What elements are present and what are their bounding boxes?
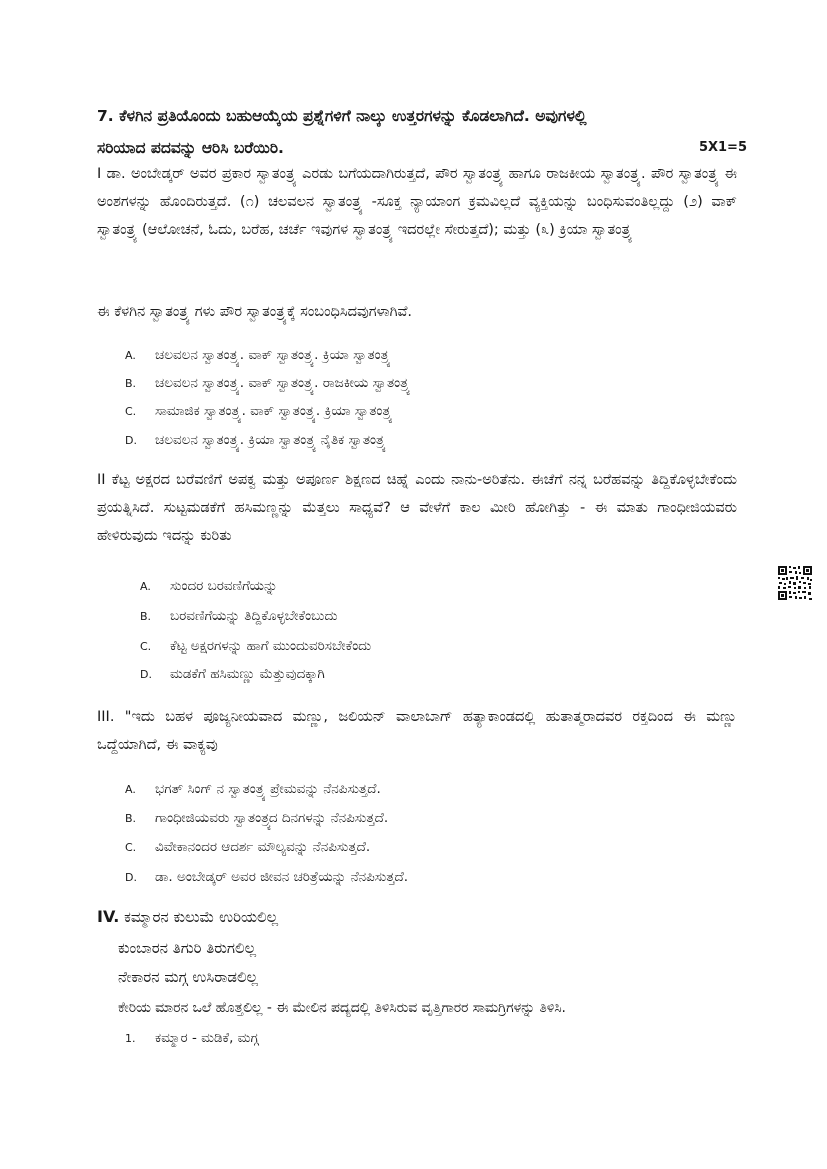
answer-text: ಕಮ್ಮಾರ - ಮಡಿಕೆ, ಮಗ್ಗ — [155, 1030, 259, 1046]
question-i-option-d[interactable] — [125, 430, 386, 451]
question-iii-option-d[interactable] — [125, 867, 408, 888]
option-text: ಸಾಮಾಜಿಕ ಸ್ವಾತಂತ್ರ್ಯ. ವಾಕ್ ಸ್ವಾತಂತ್ರ್ಯ. ಕ್ರಿಯಾ ಸ್ವಾತಂತ್ರ್ಯ — [155, 403, 393, 419]
question-ii-option-d[interactable] — [140, 664, 325, 685]
option-letter: C. — [125, 841, 137, 854]
option-letter: C. — [125, 405, 137, 418]
question-i-prompt: ಈ ಕೆಳಗಿನ ಸ್ವಾತಂತ್ರ್ಯ ಗಳು ಪೌರ ಸ್ವಾತಂತ್ರ್ಯಕ್ಕೆ ಸಂಬಂಧಿಸಿದವುಗಳಾಗಿವೆ. — [97, 304, 413, 320]
option-text: ಮಡಕೆಗೆ ಹಸಿಮಣ್ಣು ಮೆತ್ತುವುದಕ್ಕಾಗಿ — [170, 666, 325, 682]
question-iv-line3: ನೇಕಾರನ ಮಗ್ಗ ಉಸಿರಾಡಲಿಲ್ಲ — [118, 968, 259, 986]
option-letter: B. — [125, 377, 137, 390]
option-text: ವಿವೇಕಾನಂದರ ಆದರ್ಶ ಮೌಲ್ಯವನ್ನು ನೆನಪಿಸುತ್ತದೆ. — [155, 839, 371, 855]
question-7-heading — [97, 100, 747, 164]
qr-code-icon — [777, 565, 813, 601]
question-7-heading-line2: ಸರಿಯಾದ ಪದವನ್ನು ಆರಿಸಿ ಬರೆಯಿರಿ. — [97, 139, 284, 157]
question-iv-answer-1 — [125, 1028, 259, 1049]
question-ii-option-b[interactable] — [140, 606, 338, 627]
question-i-option-c[interactable] — [125, 401, 393, 422]
option-text: ಬರವಣಿಗೆಯನ್ನು ತಿದ್ದಿಕೊಳ್ಳಬೇಕೆಂಬುದು — [170, 608, 338, 624]
option-text: ಚಲವಲನ ಸ್ವಾತಂತ್ರ್ಯ. ವಾಕ್ ಸ್ವಾತಂತ್ರ್ಯ. ರಾಜಕೀಯ ಸ್ವಾತಂತ್ರ್ಯ — [155, 375, 411, 391]
question-iv-number: IV. — [97, 907, 120, 926]
question-iii-option-c[interactable] — [125, 837, 370, 858]
question-ii-option-c[interactable] — [140, 636, 371, 657]
option-letter: B. — [140, 610, 152, 623]
option-letter: D. — [140, 668, 152, 681]
option-letter: D. — [125, 434, 137, 447]
option-letter: A. — [125, 349, 136, 362]
question-ii-option-a[interactable] — [140, 576, 278, 597]
question-iv-line1 — [97, 903, 278, 931]
option-text: ಕೆಟ್ಟ ಅಕ್ಷರಗಳನ್ನು ಹಾಗೆ ಮುಂದುವರಿಸಬೇಕೆಂದು — [170, 638, 372, 654]
option-text: ಚಲವಲನ ಸ್ವಾತಂತ್ರ್ಯ. ವಾಕ್ ಸ್ವಾತಂತ್ರ್ಯ. ಕ್ರಿಯಾ ಸ್ವಾತಂತ್ರ್ಯ — [155, 347, 391, 363]
option-text: ಭಗತ್ ಸಿಂಗ್ ನ ಸ್ವಾತಂತ್ರ್ಯ ಪ್ರೇಮವನ್ನು ನೆನಪಿಸುತ್ತದೆ. — [155, 781, 381, 797]
question-i-passage: I ಡಾ. ಅಂಬೇಡ್ಕರ್ ಅವರ ಪ್ರಕಾರ ಸ್ವಾತಂತ್ರ್ಯ ಎರಡು ಬಗೆಯದಾಗಿರುತ್ತದೆ, ಪೌರ ಸ್ವಾತಂತ್ರ್ಯ ಹಾಗೂ ರಾಜಕೀಯ ಸ್ವಾತಂತ್ರ್ಯ. ಪೌರ ಸ್ವಾತಂತ್ರ್ಯ ಈ ಅಂಶಗಳನ್ನು ಹೊಂದಿರುತ್ತದೆ. (೧) ಚಲವಲನ ಸ್ವಾತಂತ್ರ್ಯ -ಸೂಕ್ತ ನ್ಯಾಯಾಂಗ ಕ್ರಮವಿಲ್ಲದೆ ವ್ಯಕ್ತಿಯನ್ನು ಬಂಧಿಸುವಂತಿಲ್ಲದ್ದು (೨) ವಾಕ್ ಸ್ವಾತಂತ್ರ್ಯ (ಆಲೋಚನೆ, ಓದು, ಬರೆಹ, ಚರ್ಚೆ ಇವುಗಳ ಸ್ವಾತಂತ್ರ್ಯ ಇದರಲ್ಲೇ ಸೇರುತ್ತದೆ); ಮತ್ತು (೩) ಕ್ರಿಯಾ ಸ್ವಾತಂತ್ರ್ಯ — [97, 166, 737, 238]
option-letter: A. — [125, 783, 136, 796]
question-i-option-a[interactable] — [125, 345, 391, 366]
question-iv-line2: ಕುಂಬಾರನ ತಿಗುರಿ ತಿರುಗಲಿಲ್ಲ — [118, 939, 257, 957]
question-7-heading-line1: 7. ಕೆಳಗಿನ ಪ್ರತಿಯೊಂದು ಬಹುಆಯ್ಕೆಯ ಪ್ರಶ್ನೆಗಳಿಗೆ ನಾಲ್ಕು ಉತ್ತರಗಳನ್ನು ಕೊಡಲಾಗಿದೆ. ಅವುಗಳಲ್ಲಿ — [97, 107, 587, 125]
question-ii-passage: II ಕೆಟ್ಟ ಅಕ್ಷರದ ಬರೆವಣಿಗೆ ಅಪಕ್ವ ಮತ್ತು ಅಪೂರ್ಣ ಶಿಕ್ಷಣದ ಚಿಹ್ನೆ ಎಂದು ನಾನು-ಅರಿತೆನು. ಈಚೆಗೆ ನನ್ನ ಬರೆಹವನ್ನು ತಿದ್ದಿಕೊಳ್ಳಬೇಕೆಂದು ಪ್ರಯತ್ನಿಸಿದೆ. ಸುಟ್ಟಮಡಕೆಗೆ ಹಸಿಮಣ್ಣನ್ನು ಮೆತ್ತಲು ಸಾಧ್ಯವೆ? ಆ ವೇಳೆಗೆ ಕಾಲ ಮೀರಿ ಹೋಗಿತ್ತು - ಈ ಮಾತು ಗಾಂಧೀಜಿಯವರು ಹೇಳಿರುವುದು ಇದನ್ನು ಕುರಿತು — [97, 472, 737, 544]
option-letter: A. — [140, 580, 151, 593]
question-iii-option-b[interactable] — [125, 808, 388, 829]
option-text: ಚಲವಲನ ಸ್ವಾತಂತ್ರ್ಯ. ಕ್ರಿಯಾ ಸ್ವಾತಂತ್ರ್ಯ ನೈತಿಕ ಸ್ವಾತಂತ್ರ್ಯ — [155, 432, 387, 448]
option-text: ಡಾ. ಅಂಬೇಡ್ಕರ್ ಅವರ ಜೀವನ ಚರಿತ್ರೆಯನ್ನು ನೆನಪಿಸುತ್ತದೆ. — [155, 869, 409, 885]
option-letter: B. — [125, 812, 137, 825]
option-text: ಗಾಂಧೀಜಿಯವರು ಸ್ವಾತಂತ್ರ್ಯದ ದಿನಗಳನ್ನು ನೆನಪಿಸುತ್ತದೆ. — [155, 810, 389, 826]
answer-number: 1. — [125, 1032, 136, 1045]
question-iv-line4: ಕೇರಿಯ ಮಾರನ ಒಲೆ ಹೊತ್ತಲಿಲ್ಲ - ಈ ಮೇಲಿನ ಪದ್ಯದಲ್ಲಿ ತಿಳಿಸಿರುವ ವೃತ್ತಿಗಾರರ ಸಾಮಗ್ರಿಗಳನ್ನು ತಿಳಿಸಿ. — [118, 1000, 566, 1016]
question-iii-passage: III. "ಇದು ಬಹಳ ಪೂಜ್ಯನೀಯವಾದ ಮಣ್ಣು, ಜಲಿಯನ್ ವಾಲಾಬಾಗ್ ಹತ್ಯಾಕಾಂಡದಲ್ಲಿ ಹುತಾತ್ಮರಾದವರ ರಕ್ತದಿಂದ ಈ ಮಣ್ಣು ಒದ್ದೆಯಾಗಿದೆ, ಈ ವಾಕ್ಯವು — [97, 709, 737, 753]
poem-line: ಕಮ್ಮಾರನ ಕುಲುಮೆ ಉರಿಯಲಿಲ್ಲ — [124, 908, 279, 926]
question-i-option-b[interactable] — [125, 373, 410, 394]
question-iii-option-a[interactable] — [125, 779, 381, 800]
option-letter: D. — [125, 871, 137, 884]
option-text: ಸುಂದರ ಬರವಣಿಗೆಯನ್ನು — [170, 578, 278, 594]
option-letter: C. — [140, 640, 152, 653]
marks-label: 5X1=5 — [698, 140, 747, 155]
